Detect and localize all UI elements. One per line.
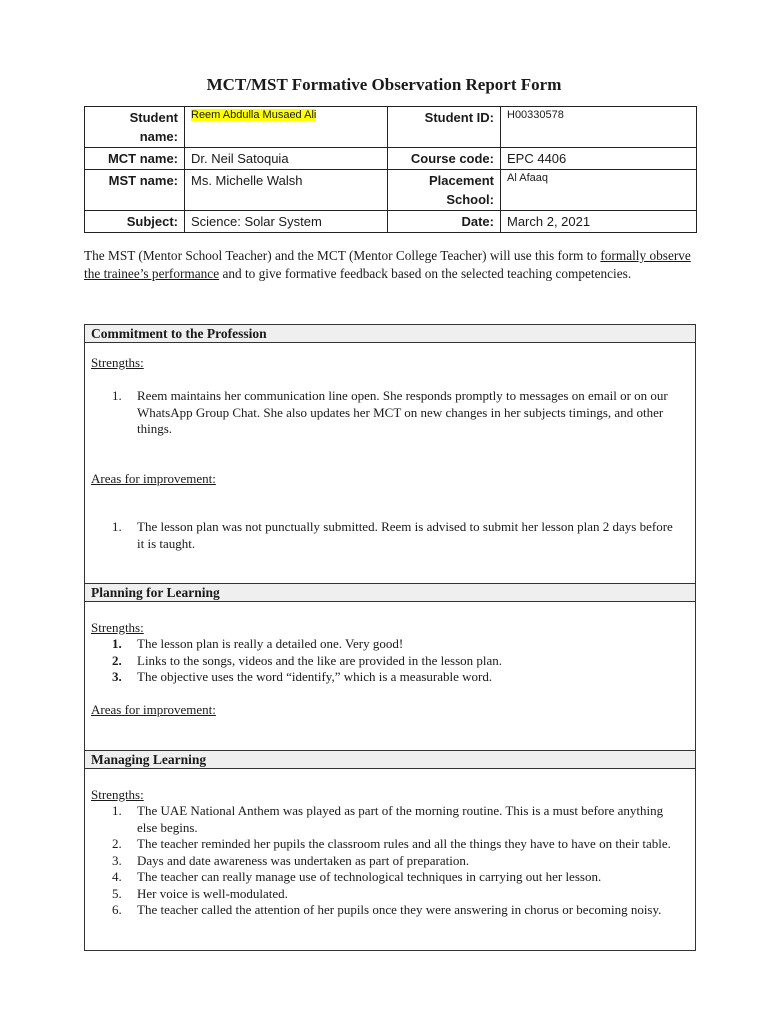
item-number: 6.: [112, 902, 122, 917]
list-item: [112, 853, 675, 870]
item-text: Reem maintains her communication line open. She responds promptly to messages on email or on our WhatsApp Group Chat. She also updates her MCT on new changes in her subjects timings, and other things.: [137, 388, 668, 436]
improvement-label: Areas for improvement:: [91, 471, 216, 486]
intro-paragraph: [84, 247, 694, 283]
student-id-label: Student ID:: [388, 107, 501, 148]
strengths-label: Strengths:: [91, 355, 144, 370]
strengths-label: Strengths:: [91, 787, 144, 802]
item-text: The lesson plan was not punctually submitted. Reem is advised to submit her lesson plan 2 days before it is taught.: [137, 519, 673, 551]
mst-name-label: MST name:: [85, 170, 185, 211]
list-item: [112, 869, 675, 886]
intro-text: The MST (Mentor School Teacher) and the MCT (Mentor College Teacher) will use this form to: [84, 248, 601, 263]
item-text: Days and date awareness was undertaken as part of preparation.: [137, 852, 470, 868]
intro-text: and to give formative feedback based on the selected teaching competencies.: [219, 266, 632, 281]
strengths-label: Strengths:: [91, 620, 144, 635]
course-code-label: Course code:: [388, 148, 501, 170]
section-heading: Planning for Learning: [85, 584, 695, 602]
subject-label: Subject:: [85, 211, 185, 233]
mct-name-label: MCT name:: [85, 148, 185, 170]
table-row: [85, 148, 697, 170]
list-item: [112, 902, 675, 919]
mct-name-value: Dr. Neil Satoquia: [185, 148, 388, 170]
item-number: 2.: [112, 652, 122, 668]
list-item: [112, 803, 675, 836]
item-number: 1.: [112, 519, 122, 534]
item-number: 1.: [112, 636, 122, 651]
course-code-value: EPC 4406: [501, 148, 697, 170]
item-number: 3.: [112, 852, 122, 868]
student-info-table: [84, 106, 697, 233]
student-name-value: Reem Abdulla Musaed Ali: [191, 109, 317, 121]
placement-school-label: Placement School:: [388, 170, 501, 211]
item-number: 5.: [112, 885, 122, 901]
section-heading: Managing Learning: [85, 751, 695, 769]
improvement-list: [112, 519, 675, 552]
item-text: The teacher can really manage use of technological techniques in carrying out her lesson.: [137, 869, 602, 884]
item-number: 2.: [112, 836, 122, 851]
item-text: The objective uses the word “identify,” which is a measurable word.: [137, 669, 493, 684]
strengths-list: [112, 388, 675, 438]
list-item: [112, 519, 675, 552]
section-managing: [84, 750, 696, 951]
item-text: The UAE National Anthem was played as part of the morning routine. This is a must before anything else begins.: [137, 803, 664, 835]
list-item: [112, 636, 675, 653]
student-name-cell: [185, 107, 388, 148]
placement-school-value: Al Afaaq: [501, 170, 697, 211]
list-item: [112, 836, 675, 853]
student-id-value: H00330578: [501, 107, 697, 148]
list-item: [112, 886, 675, 903]
item-number: 4.: [112, 869, 122, 884]
table-row: [85, 107, 697, 148]
improvement-label: Areas for improvement:: [91, 702, 216, 717]
date-label: Date:: [388, 211, 501, 233]
intro-underlined-text: formally observe the trainee’s performance: [84, 248, 691, 281]
item-text: The teacher called the attention of her pupils once they were answering in chorus or becoming noisy.: [137, 902, 662, 917]
item-text: The lesson plan is really a detailed one. Very good!: [137, 636, 404, 651]
list-item: [112, 653, 675, 670]
section-planning: [84, 583, 696, 751]
list-item: [112, 388, 675, 438]
item-text: Links to the songs, videos and the like are provided in the lesson plan.: [137, 652, 503, 668]
table-row: [85, 170, 697, 211]
item-number: 1.: [112, 803, 122, 818]
item-text: Her voice is well-modulated.: [137, 885, 288, 901]
mst-name-value: Ms. Michelle Walsh: [185, 170, 388, 211]
strengths-list: [112, 636, 675, 686]
list-item: [112, 669, 675, 686]
item-number: 1.: [112, 388, 122, 403]
section-commitment: [84, 324, 696, 584]
item-text: The teacher reminded her pupils the classroom rules and all the things they have to have on their table.: [137, 836, 671, 851]
date-value: March 2, 2021: [501, 211, 697, 233]
section-heading: Commitment to the Profession: [85, 325, 695, 343]
strengths-list: [112, 803, 675, 919]
table-row: [85, 211, 697, 233]
subject-value: Science: Solar System: [185, 211, 388, 233]
student-name-label: Student name:: [85, 107, 185, 148]
form-title: MCT/MST Formative Observation Report Form: [206, 75, 562, 94]
item-number: 3.: [112, 669, 122, 684]
